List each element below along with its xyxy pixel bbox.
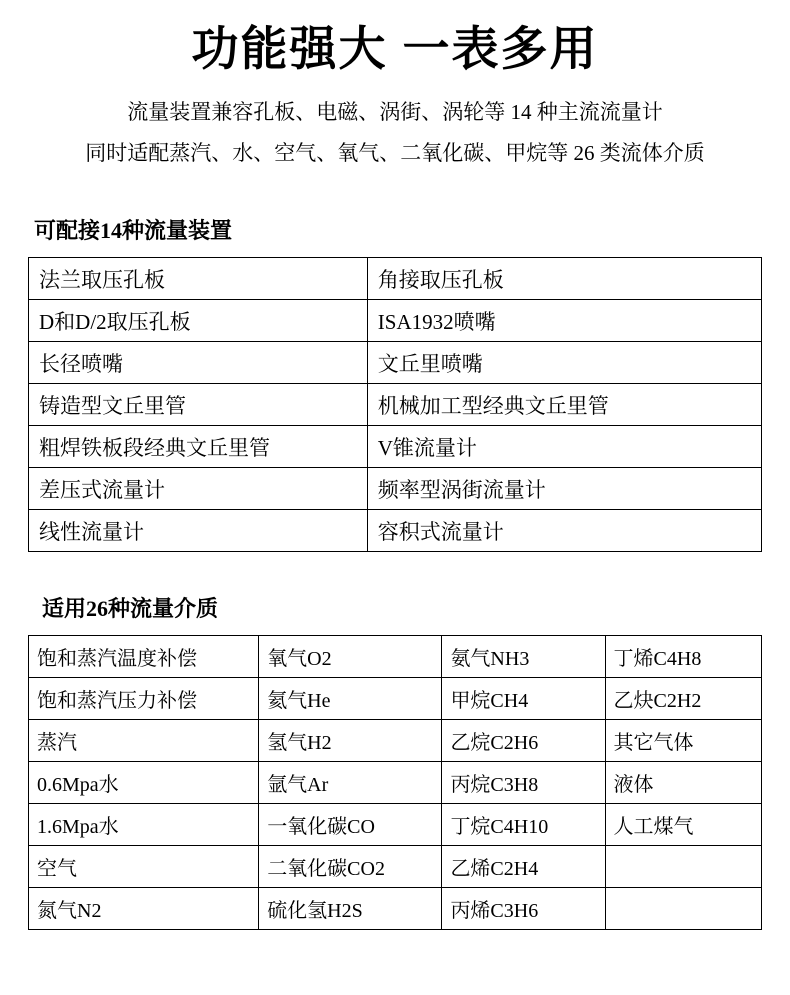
table-row: [29, 678, 762, 720]
table-row: [29, 342, 762, 384]
section-title-media: 适用26种流量介质: [42, 596, 219, 622]
device-cell: 线性流量计: [29, 510, 368, 552]
subtitle-line-2: 同时适配蒸汽、水、空气、氧气、二氧化碳、甲烷等 26 类流体介质: [85, 141, 705, 166]
media-cell: 氨气NH3: [442, 636, 605, 678]
flow-media-table: [28, 635, 762, 930]
media-cell: 饱和蒸汽温度补偿: [29, 636, 259, 678]
media-cell: 氧气O2: [259, 636, 442, 678]
media-cell: 丙烯C3H6: [442, 888, 605, 930]
media-cell: 其它气体: [605, 720, 761, 762]
media-cell: 1.6Mpa水: [29, 804, 259, 846]
media-cell: 空气: [29, 846, 259, 888]
media-cell: 氮气N2: [29, 888, 259, 930]
table-row: [29, 888, 762, 930]
table-row: [29, 300, 762, 342]
table-row: [29, 468, 762, 510]
device-cell: 频率型涡街流量计: [367, 468, 761, 510]
table-row: [29, 258, 762, 300]
table-row: [29, 510, 762, 552]
media-cell: 0.6Mpa水: [29, 762, 259, 804]
device-cell: ISA1932喷嘴: [367, 300, 761, 342]
device-cell: 粗焊铁板段经典文丘里管: [29, 426, 368, 468]
device-cell: 容积式流量计: [367, 510, 761, 552]
media-cell: 氩气Ar: [259, 762, 442, 804]
section-title-devices: 可配接14种流量装置: [34, 218, 233, 244]
media-cell: 蒸汽: [29, 720, 259, 762]
media-cell: 硫化氢H2S: [259, 888, 442, 930]
media-cell: 乙烯C2H4: [442, 846, 605, 888]
device-cell: V锥流量计: [367, 426, 761, 468]
table-row: [29, 720, 762, 762]
device-cell: 长径喷嘴: [29, 342, 368, 384]
table-row: [29, 762, 762, 804]
device-cell: D和D/2取压孔板: [29, 300, 368, 342]
media-cell: 乙烷C2H6: [442, 720, 605, 762]
table-row: [29, 384, 762, 426]
media-cell: 甲烷CH4: [442, 678, 605, 720]
media-cell-empty: [605, 888, 761, 930]
device-cell: 机械加工型经典文丘里管: [367, 384, 761, 426]
flow-devices-table: [28, 257, 762, 552]
page-title: 功能强大 一表多用: [191, 22, 599, 75]
table-row: [29, 426, 762, 468]
media-cell: 丙烷C3H8: [442, 762, 605, 804]
promo-page: [0, 22, 790, 995]
media-cell: 丁烯C4H8: [605, 636, 761, 678]
media-cell: 乙炔C2H2: [605, 678, 761, 720]
device-cell: 法兰取压孔板: [29, 258, 368, 300]
media-cell: 丁烷C4H10: [442, 804, 605, 846]
media-cell: 一氧化碳CO: [259, 804, 442, 846]
bottom-spacer: [28, 930, 762, 960]
media-cell: 氦气He: [259, 678, 442, 720]
device-cell: 文丘里喷嘴: [367, 342, 761, 384]
media-cell-empty: [605, 846, 761, 888]
device-cell: 差压式流量计: [29, 468, 368, 510]
media-cell: 饱和蒸汽压力补偿: [29, 678, 259, 720]
device-cell: 角接取压孔板: [367, 258, 761, 300]
media-cell: 液体: [605, 762, 761, 804]
table-row: [29, 804, 762, 846]
media-cell: 人工煤气: [605, 804, 761, 846]
media-cell: 氢气H2: [259, 720, 442, 762]
table-row: [29, 636, 762, 678]
device-cell: 铸造型文丘里管: [29, 384, 368, 426]
subtitle-line-1: 流量装置兼容孔板、电磁、涡街、涡轮等 14 种主流流量计: [127, 100, 663, 125]
media-cell: 二氧化碳CO2: [259, 846, 442, 888]
table-row: [29, 846, 762, 888]
